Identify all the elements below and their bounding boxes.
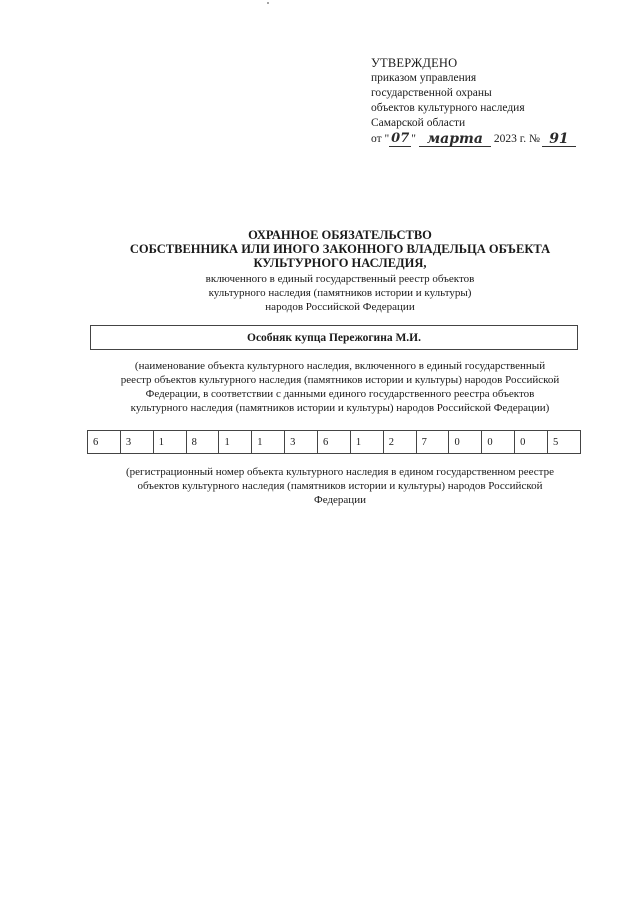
approval-line: Самарской области — [371, 117, 466, 129]
reg-digit-cell: 3 — [120, 431, 153, 454]
reg-digit-cell: 0 — [482, 431, 515, 454]
scan-speck — [267, 2, 269, 4]
reg-digit-cell: 6 — [88, 431, 121, 454]
subtitle-line: народов Российской Федерации — [265, 301, 415, 313]
caption-line: Федерации — [314, 494, 366, 506]
date-prefix: от " — [371, 133, 390, 145]
caption-line: Федерации, в соответствии с данными единого государственного реестра объектов — [145, 388, 535, 400]
subtitle-line: включенного в единый государственный реестр объектов — [205, 273, 475, 285]
approval-block — [371, 56, 601, 147]
caption-line: реестр объектов культурного наследия (памятников истории и культуры) народов Российской — [120, 374, 560, 386]
reg-digit-cell: 1 — [153, 431, 186, 454]
object-name-caption — [90, 359, 590, 415]
caption-line: культурного наследия (памятников истории и культуры) народов Российской Федерации) — [130, 402, 550, 414]
date-quote: " — [411, 133, 416, 145]
object-name: Особняк купца Пережогина М.И. — [247, 331, 421, 344]
date-day-handwritten: 07 — [391, 131, 410, 146]
title-line: КУЛЬТУРНОГО НАСЛЕДИЯ, — [253, 256, 427, 270]
reg-digit-cell: 7 — [416, 431, 449, 454]
registration-number-caption — [90, 465, 590, 507]
approval-line: приказом управления — [371, 72, 477, 84]
order-number-handwritten: 91 — [542, 132, 576, 147]
reg-digit-cell: 3 — [285, 431, 318, 454]
reg-digit-cell: 8 — [186, 431, 219, 454]
document-title — [90, 228, 590, 270]
approval-line: государственной охраны — [371, 87, 492, 99]
subtitle-line: культурного наследия (памятников истории и культуры) — [208, 287, 472, 299]
reg-digit-cell: 1 — [252, 431, 285, 454]
caption-line: (наименование объекта культурного наследия, включенного в единый государственный — [134, 360, 546, 372]
document-subtitle — [90, 272, 590, 314]
reg-digit-cell: 6 — [318, 431, 351, 454]
approval-line: объектов культурного наследия — [371, 102, 525, 114]
approval-heading: УТВЕРЖДЕНО — [371, 56, 458, 70]
date-month-handwritten: марта — [419, 132, 491, 147]
registration-number-row — [88, 431, 581, 454]
reg-digit-cell: 1 — [219, 431, 252, 454]
reg-digit-cell: 1 — [350, 431, 383, 454]
caption-line: (регистрационный номер объекта культурного наследия в едином государственном реестре — [126, 466, 554, 478]
reg-digit-cell: 0 — [449, 431, 482, 454]
reg-digit-cell: 2 — [383, 431, 416, 454]
title-line: СОБСТВЕННИКА ИЛИ ИНОГО ЗАКОННОГО ВЛАДЕЛЬЦА ОБЪЕКТА — [129, 242, 551, 256]
title-line: ОХРАННОЕ ОБЯЗАТЕЛЬСТВО — [248, 228, 432, 242]
approval-date-line — [371, 132, 601, 147]
object-name-field — [90, 325, 578, 350]
reg-digit-cell: 5 — [548, 431, 581, 454]
registration-number-table — [87, 430, 581, 454]
caption-line: объектов культурного наследия (памятников истории и культуры) народов Российской — [137, 480, 543, 492]
date-year: 2023 г. № — [493, 133, 540, 145]
reg-digit-cell: 0 — [515, 431, 548, 454]
